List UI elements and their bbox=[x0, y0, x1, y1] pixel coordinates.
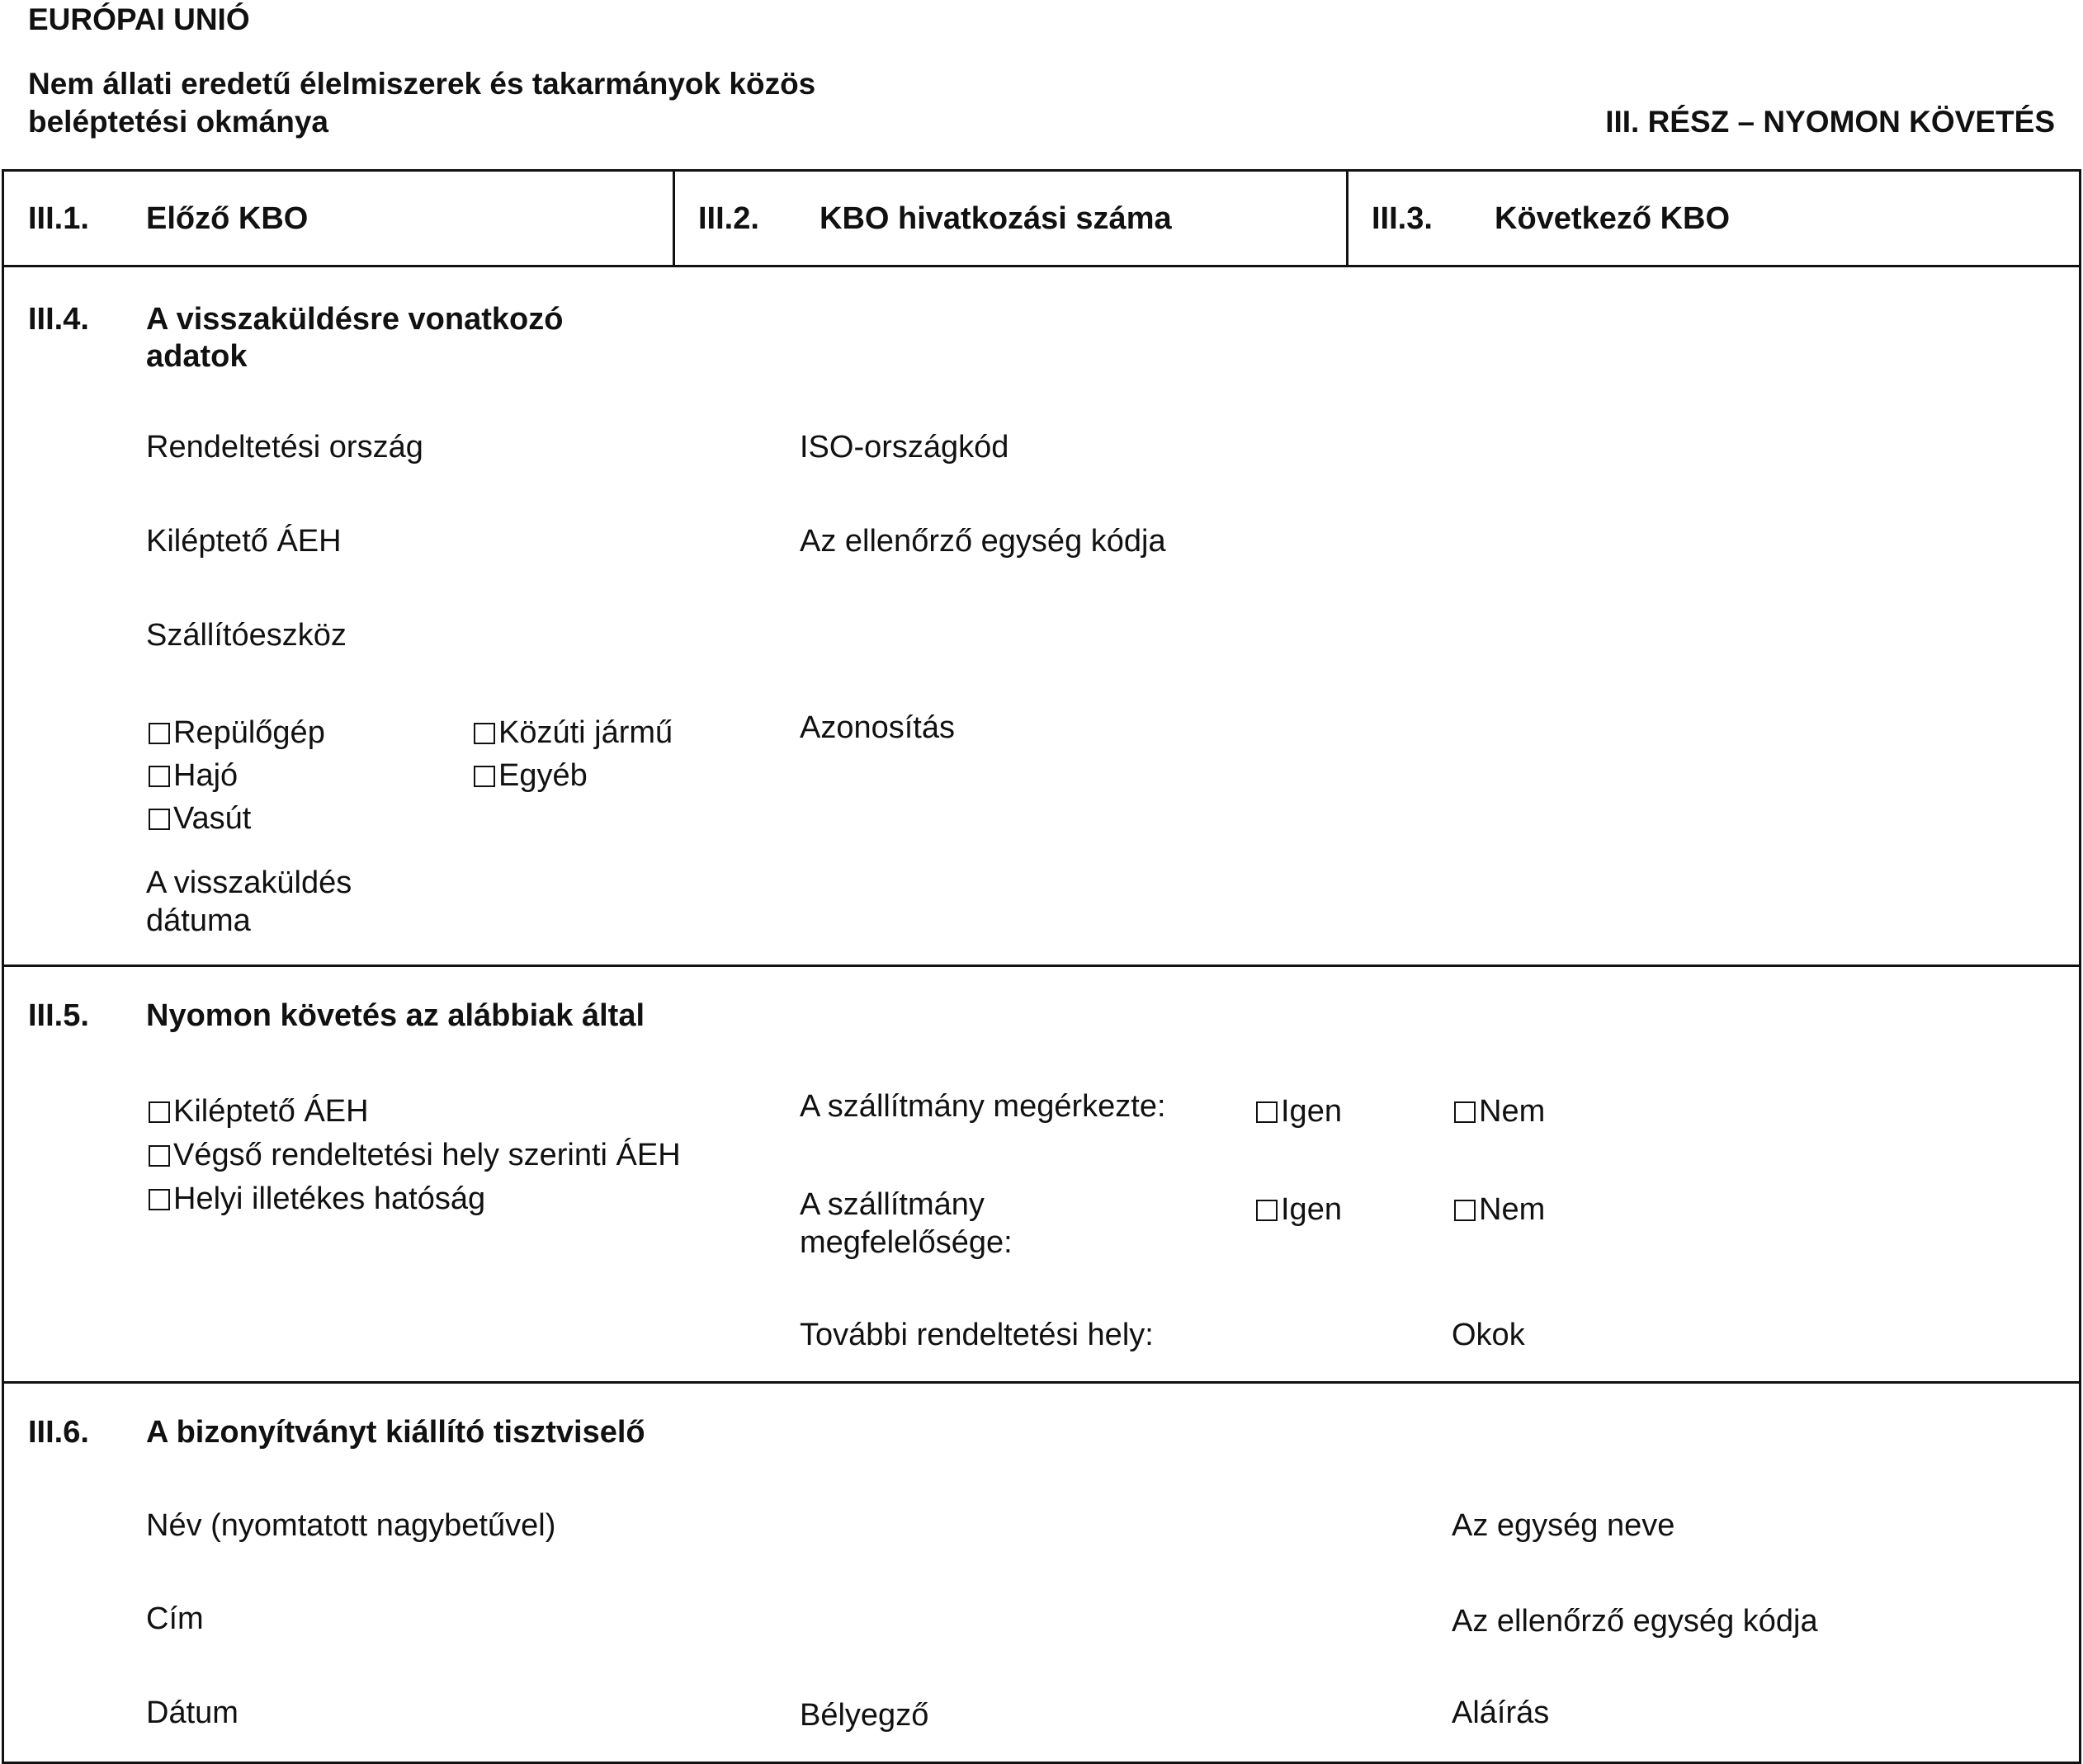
checkbox-final-destination-aeh-label: Végső rendeltetési hely szerinti ÁEH bbox=[173, 1138, 681, 1172]
field-number-iii5: III.5. bbox=[28, 998, 89, 1033]
checkbox-arrival-no[interactable] bbox=[1454, 1093, 1545, 1131]
checkbox-square[interactable] bbox=[1454, 1101, 1476, 1123]
checkbox-other-label: Egyéb bbox=[498, 758, 588, 793]
field-number-iii3: III.3. bbox=[1372, 201, 1433, 236]
control-unit-code-label: Az ellenőrző egység kódja bbox=[800, 524, 1166, 559]
checkbox-arrival-yes[interactable] bbox=[1256, 1093, 1342, 1131]
checkbox-local-authority-label: Helyi illetékes hatóság bbox=[173, 1182, 486, 1216]
address-label: Cím bbox=[146, 1601, 204, 1636]
checkbox-final-destination-aeh[interactable] bbox=[149, 1137, 681, 1175]
signature-label: Aláírás bbox=[1452, 1696, 1550, 1730]
checkbox-exit-aeh-label: Kiléptető ÁEH bbox=[173, 1094, 369, 1129]
checkbox-ship-label: Hajó bbox=[173, 758, 239, 793]
checkbox-square[interactable] bbox=[1454, 1200, 1476, 1221]
unit-name-label: Az egység neve bbox=[1452, 1508, 1675, 1543]
checkbox-arrival-yes-label: Igen bbox=[1281, 1094, 1342, 1129]
divider-col2 bbox=[1346, 169, 1349, 266]
iso-code-label: ISO-országkód bbox=[800, 430, 1009, 465]
checkbox-road-vehicle-label: Közúti jármű bbox=[498, 715, 673, 750]
divider-row1 bbox=[2, 265, 2081, 267]
checkbox-square[interactable] bbox=[149, 1101, 170, 1123]
checkbox-square[interactable] bbox=[149, 766, 170, 787]
destination-country-label: Rendeltetési ország bbox=[146, 430, 423, 465]
checkbox-square[interactable] bbox=[474, 723, 495, 744]
follow-up-title: Nyomon követés az alábbiak által bbox=[146, 998, 645, 1033]
union-title: EURÓPAI UNIÓ bbox=[28, 2, 250, 36]
kbo-reference-label: KBO hivatkozási száma bbox=[820, 201, 1172, 236]
checkbox-conformity-yes-label: Igen bbox=[1281, 1192, 1342, 1227]
checkbox-square[interactable] bbox=[149, 809, 170, 830]
checkbox-square[interactable] bbox=[149, 1189, 170, 1210]
part-title: III. RÉSZ – NYOMON KÖVETÉS bbox=[1605, 105, 2055, 139]
checkbox-plane-label: Repülőgép bbox=[173, 715, 325, 750]
checkbox-square[interactable] bbox=[474, 766, 495, 787]
checkbox-conformity-yes[interactable] bbox=[1256, 1191, 1342, 1229]
return-details-title-line1: A visszaküldésre vonatkozó bbox=[146, 302, 564, 337]
reasons-label: Okok bbox=[1452, 1318, 1525, 1352]
stamp-label: Bélyegző bbox=[800, 1698, 929, 1733]
document-title-line2: beléptetési okmánya bbox=[28, 105, 328, 139]
checkbox-road-vehicle[interactable] bbox=[474, 715, 673, 752]
transport-label: Szállítóeszköz bbox=[146, 618, 347, 653]
conformity-label-line2: megfelelősége: bbox=[800, 1225, 1013, 1260]
checkbox-local-authority[interactable] bbox=[149, 1181, 485, 1219]
previous-kbo-label: Előző KBO bbox=[146, 201, 309, 236]
checkbox-other[interactable] bbox=[474, 757, 588, 795]
checkbox-square[interactable] bbox=[149, 1145, 170, 1167]
checkbox-arrival-no-label: Nem bbox=[1479, 1094, 1546, 1129]
further-destination-label: További rendeltetési hely: bbox=[800, 1318, 1154, 1352]
field-number-iii4: III.4. bbox=[28, 302, 89, 337]
date-label: Dátum bbox=[146, 1696, 239, 1730]
officer-control-unit-code-label: Az ellenőrző egység kódja bbox=[1452, 1604, 1818, 1639]
checkbox-square[interactable] bbox=[149, 723, 170, 744]
exit-aeh-label: Kiléptető ÁEH bbox=[146, 524, 342, 559]
return-date-label-line1: A visszaküldés bbox=[146, 865, 352, 900]
conformity-label-line1: A szállítmány bbox=[800, 1187, 985, 1222]
checkbox-square[interactable] bbox=[1256, 1101, 1278, 1123]
document-title-line1: Nem állati eredetű élelmiszerek és takarmányok közös bbox=[28, 67, 816, 101]
next-kbo-label: Következő KBO bbox=[1495, 201, 1731, 236]
checkbox-conformity-no[interactable] bbox=[1454, 1191, 1545, 1229]
field-number-iii1: III.1. bbox=[28, 201, 89, 236]
divider-col1 bbox=[673, 169, 675, 266]
checkbox-exit-aeh[interactable] bbox=[149, 1093, 369, 1131]
name-label: Név (nyomtatott nagybetűvel) bbox=[146, 1508, 556, 1543]
checkbox-rail-label: Vasút bbox=[173, 801, 252, 836]
issuing-officer-title: A bizonyítványt kiállító tisztviselő bbox=[146, 1415, 645, 1450]
arrival-label: A szállítmány megérkezte: bbox=[800, 1089, 1166, 1124]
return-details-title-line2: adatok bbox=[146, 339, 248, 374]
checkbox-ship[interactable] bbox=[149, 757, 238, 795]
checkbox-plane[interactable] bbox=[149, 715, 325, 752]
field-number-iii6: III.6. bbox=[28, 1415, 89, 1450]
checkbox-conformity-no-label: Nem bbox=[1479, 1192, 1546, 1227]
checkbox-square[interactable] bbox=[1256, 1200, 1278, 1221]
divider-s4 bbox=[2, 965, 2081, 967]
checkbox-rail[interactable] bbox=[149, 800, 251, 838]
field-number-iii2: III.2. bbox=[698, 201, 759, 236]
divider-s5 bbox=[2, 1381, 2081, 1384]
return-date-label-line2: dátuma bbox=[146, 903, 251, 938]
identification-label: Azonosítás bbox=[800, 710, 955, 745]
